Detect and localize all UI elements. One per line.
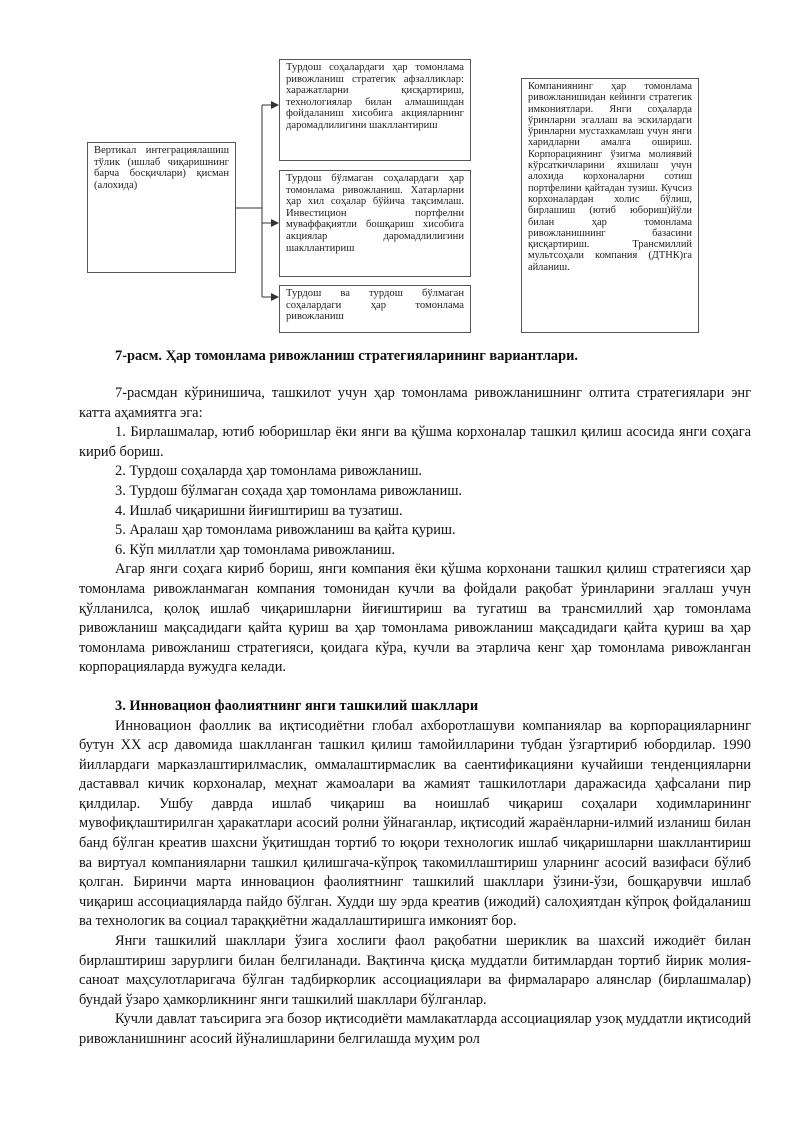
diagram-box-vertical-integration: Вертикал интеграциялашиш тўлик (ишлаб чиқаришнинг барча босқичлари) қисман (алохида) (87, 142, 236, 273)
figure-caption: 7-расм. Ҳар томонлама ривожланиш стратегияларининг вариантлари. (115, 348, 578, 364)
diagram-box-unrelated-diversification: Турдош бўлмаган соҳалардаги ҳар томонлама ривожланиш. Хатарларни ҳар хил соҳалар бўйича тақсимлаш. Инвестицион портфелни муваффақиятли бошқариш хисобига акциялар даромадлилигини шакллантириш (279, 170, 471, 277)
list-item: 4. Ишлаб чиқаришни йиғиштириш ва тузатиш. (115, 502, 403, 519)
strategy-list (79, 423, 751, 560)
diagram-box-strategic-opportunities: Компаниянинг ҳар томонлама ривожланишидан кейинги стратегик имкониятлари. Янги соҳаларда ўринларни эгаллаш ва эскилардаги ўринларни мустахкамлаш учун янги харидларни амалга ошириш. Корпорациянинг ўзигма молиявий кўрсаткичларини яхшилаш учун алохида корхоналарни сотиш портфелини қайтадан тузиш. Кучсиз корхоналардан холис бўлиш, бирлашиш (ютиб юбориш)йўли билан ҳар томонлама ривожланишнинг базасини қисқартириш. Трансмиллий мультсоҳали компания (ДТНК)га айланиш. (521, 78, 699, 333)
list-item: 6. Кўп миллатли ҳар томонлама ривожланиш. (115, 541, 396, 558)
list-item: 3. Турдош бўлмаган соҳада ҳар томонлама ривожланиш. (115, 482, 462, 499)
section-heading: 3. Инновацион фаолиятнинг янги ташкилий шакллари (115, 697, 479, 714)
list-item: 2. Турдош соҳаларда ҳар томонлама ривожланиш. (115, 463, 423, 480)
document-body (79, 384, 751, 1050)
paragraph: Кучли давлат таъсирига эга бозор иқтисодиёти мамлакатларда ассоциациялар узоқ муддатли иқтисодий ривожланишнинг асосий йўналишларини белгилашда муҳим рол (79, 1011, 751, 1047)
paragraph: Инновацион фаоллик ва иқтисодиётни глобал ахборотлашуви компаниялар ва корпорацияларнинг бутун ХХ аср давомида шаклланган ташкил қилиш тамойилларини тубдан ўзгартириб юбордилар. 1990 йиллардаги марказлаштирилмаслик, оммалаштирмаслик ва саентификацияни кучайиши тенденцияларни даставвал кичик корхоналар, меҳнат жамоалари ва жамият ташкилотлари даражасида ҳафсалани пир қилдилар. Ушбу даврда ишлаб чиқариш ва ноишлаб чиқариш соҳалари ходимларининг мувофиқлаштирилган ҳаракатлари асосий ролни ўйнаганлар, иқтисодий жараёнларни-илмий изланиш билан банд бўлган креатив шахсни ўқитишдан тортиб то юқори технологик ишлаб чиқаришларни шакллантириш ва виртуал компанияларни ташкил қилишгача-кўпроқ такомиллаштириш уларнинг асосий вазифаси бўлиб қолган. Биринчи марта инновацион фаолиятнинг ташкилий шакллари ўзини-ўзи, бошқарувчи ишлаб чиқариш ассоциацияларда пайдо бўлган. Худди шу эрда креатив (ижодий) салоҳиятдан кўпроқ фойдаланиш ва технологик ва социал тараққиётни жадаллаштиришга имконият бор. (79, 717, 751, 930)
list-item: 5. Аралаш ҳар томонлама ривожланиш ва қайта қуриш. (115, 522, 456, 539)
diagram-box-related-diversification: Турдош соҳалардаги ҳар томонлама ривожланиш стратегик афзалликлар: харажатларни қисқартириш, технологиялар билан алмашишдан фойдаланиш хисобига акцияларнинг даромадлилигини шакллантириш (279, 59, 471, 161)
paragraph: Агар янги соҳага кириб бориш, янги компания ёки қўшма корхонани ташкил қилиш стратегияси ҳар томонлама ривожланмаган компания томонидан кучли ва фойдали рақобат ўринларини эгаллаш учун қўлланилса, қолоқ ишлаб чиқаришларни йиғиштириш ва тугатиш ва трансмиллий ҳар томонлама ривожланиш мақсадидаги қайта қуриш ва ҳар томонлама ривожланиш мақсадидаги қайта қуриш ва ҳар томонлама ривожланиш стратегияси, қоидага кўра, кучли ва этарлича кенг ҳар томонлама ривожланган корпорацияларда вужудга келади. (79, 561, 751, 676)
intro-paragraph: 7-расмдан кўринишича, ташкилот учун ҳар томонлама ривожланишнинг олтита стратегиялари энг катта аҳамиятга эга: (79, 385, 751, 421)
list-item: 1. Бирлашмалар, ютиб юборишлар ёки янги ва қўшма корхоналар ташкил қилиш асосида янги соҳага кириб бориш. (79, 424, 751, 460)
paragraph: Янги ташкилий шакллари ўзига хослиги фаол рақобатни шериклик ва шахсий ижодиёт билан бирлаштириш зарурлиги билан белгиланади. Вақтинча қисқа муддатли битимлардан тортиб йирик молия-саноат маҳсулотларигача бўлган тадбиркорлик ассоциациялари ва фирмалараро алянслар (бирлашмалар) бундай ўзаро ҳамкорликнинг янги ташкилий шакллари бўлганлар. (79, 933, 751, 1008)
diagram-box-mixed-diversification: Турдош ва турдош бўлмаган соҳалардаги ҳар томонлама ривожланиш (279, 285, 471, 333)
